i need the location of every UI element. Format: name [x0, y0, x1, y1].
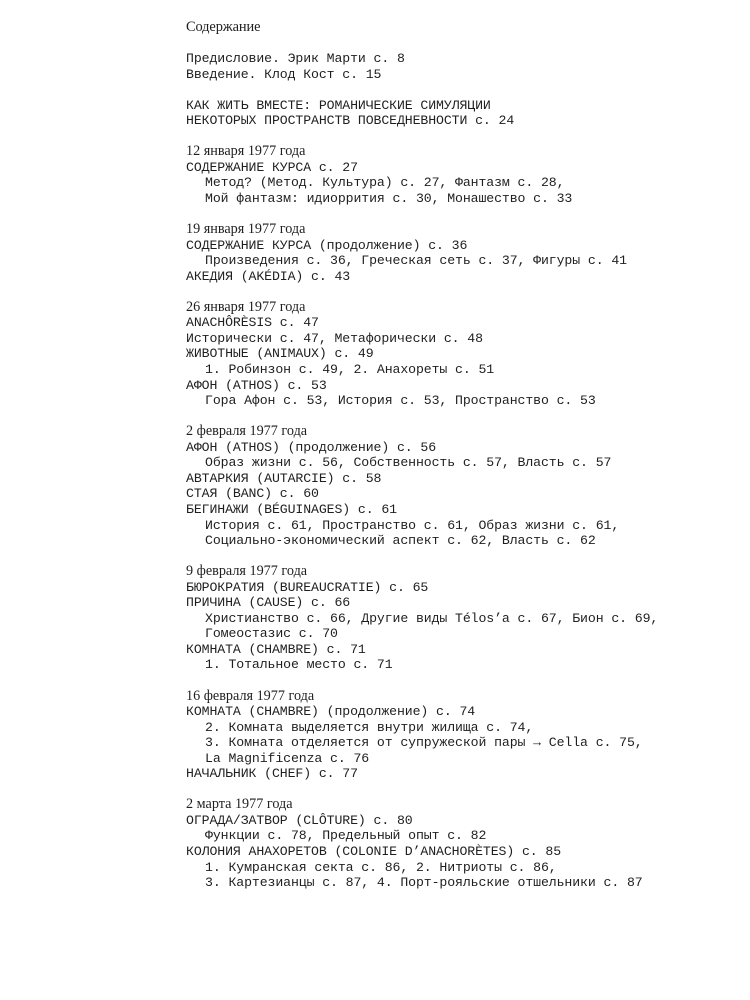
toc-section	[186, 98, 726, 129]
toc-entry: СТАЯ (BANC) с. 60	[186, 486, 319, 502]
toc-sections	[186, 51, 726, 891]
toc-subentry: Образ жизни с. 56, Собственность с. 57, Власть с. 57	[205, 455, 612, 471]
toc-section	[186, 797, 726, 890]
toc-section	[186, 564, 726, 673]
toc-entry: АФОН (ATHOS) с. 53	[186, 377, 327, 393]
toc-subentry: 1. Тотальное место с. 71	[205, 657, 393, 673]
toc-entry: БЕГИНАЖИ (BÉGUINAGES) с. 61	[186, 501, 397, 517]
toc-subentry: 1. Кумранская секта с. 86, 2. Нитриоты с. 86,	[205, 859, 557, 875]
toc-entry: Предисловие. Эрик Марти с. 8	[186, 51, 405, 67]
toc-subentry: 3. Комната отделяется от супружеской пары → Cella с. 75,	[205, 735, 643, 751]
toc-entry: АКЕДИЯ (AKÉDIA) с. 43	[186, 268, 351, 284]
lecture-date: 26 января 1977 года	[186, 298, 306, 315]
lecture-date: 2 февраля 1977 года	[186, 423, 308, 440]
page-title: Содержание	[186, 19, 261, 35]
toc-entry: АВТАРКИЯ (AUTARCIE) с. 58	[186, 470, 382, 486]
toc-entry: СОДЕРЖАНИЕ КУРСА (продолжение) с. 36	[186, 237, 468, 253]
toc-section	[186, 300, 726, 409]
toc-section	[186, 222, 726, 284]
toc-entry: НЕКОТОРЫХ ПРОСТРАНСТВ ПОВСЕДНЕВНОСТИ с. 24	[186, 113, 515, 129]
toc-subentry: La Magnificenza с. 76	[205, 750, 370, 766]
toc-subentry: 3. Картезианцы с. 87, 4. Порт-рояльские отшельники с. 87	[205, 875, 643, 891]
toc-subentry: Мой фантазм: идиоррития с. 30, Монашество с. 33	[205, 191, 573, 207]
toc-subentry: Метод? (Метод. Культура) с. 27, Фантазм с. 28,	[205, 175, 565, 191]
toc-subentry: 1. Робинзон с. 49, 2. Анахореты с. 51	[205, 362, 495, 378]
toc-section	[186, 424, 726, 548]
toc-entry: ANACHÔRÈSIS с. 47	[186, 315, 319, 331]
toc-entry: ОГРАДА/ЗАТВОР (CLÔTURE) с. 80	[186, 812, 413, 828]
toc-section	[186, 51, 726, 82]
toc-entry: Исторически с. 47, Метафорически с. 48	[186, 330, 483, 346]
table-of-contents	[186, 20, 726, 906]
toc-entry: Введение. Клод Кост с. 15	[186, 66, 382, 82]
toc-entry: СОДЕРЖАНИЕ КУРСА с. 27	[186, 159, 358, 175]
toc-subentry: Социально-экономический аспект с. 62, Власть с. 62	[205, 533, 596, 549]
toc-section	[186, 144, 726, 206]
lecture-date: 16 февраля 1977 года	[186, 687, 315, 704]
toc-entry: КОЛОНИЯ АНАХОРЕТОВ (COLONIE D’ANACHORÈTES) с. 85	[186, 843, 562, 859]
toc-subentry: 2. Комната выделяется внутри жилища с. 74,	[205, 719, 534, 735]
toc-subentry: Гора Афон с. 53, История с. 53, Пространство с. 53	[205, 393, 596, 409]
lecture-date: 9 февраля 1977 года	[186, 563, 308, 580]
toc-subentry: Гомеостазис с. 70	[205, 626, 338, 642]
toc-subentry: Произведения с. 36, Греческая сеть с. 37, Фигуры с. 41	[205, 253, 627, 269]
toc-entry: АФОН (ATHOS) (продолжение) с. 56	[186, 439, 437, 455]
toc-entry: БЮРОКРАТИЯ (BUREAUCRATIE) с. 65	[186, 579, 429, 595]
toc-section	[186, 689, 726, 782]
toc-subentry: Функции с. 78, Предельный опыт с. 82	[205, 828, 487, 844]
toc-entry: КОМНАТА (CHAMBRE) с. 71	[186, 641, 366, 657]
lecture-date: 12 января 1977 года	[186, 143, 306, 160]
toc-entry: НАЧАЛЬНИК (CHEF) с. 77	[186, 766, 358, 782]
toc-entry: ПРИЧИНА (CAUSE) с. 66	[186, 595, 351, 611]
toc-entry: КОМНАТА (CHAMBRE) (продолжение) с. 74	[186, 704, 476, 720]
toc-entry: КАК ЖИТЬ ВМЕСТЕ: РОМАНИЧЕСКИЕ СИМУЛЯЦИИ	[186, 97, 491, 113]
lecture-date: 2 марта 1977 года	[186, 796, 293, 813]
toc-subentry: Христианство с. 66, Другие виды Télos’a с. 67, Бион с. 69,	[205, 610, 659, 626]
lecture-date: 19 января 1977 года	[186, 221, 306, 238]
toc-subentry: История с. 61, Пространство с. 61, Образ жизни с. 61,	[205, 517, 620, 533]
toc-entry: ЖИВОТНЫЕ (ANIMAUX) с. 49	[186, 346, 374, 362]
